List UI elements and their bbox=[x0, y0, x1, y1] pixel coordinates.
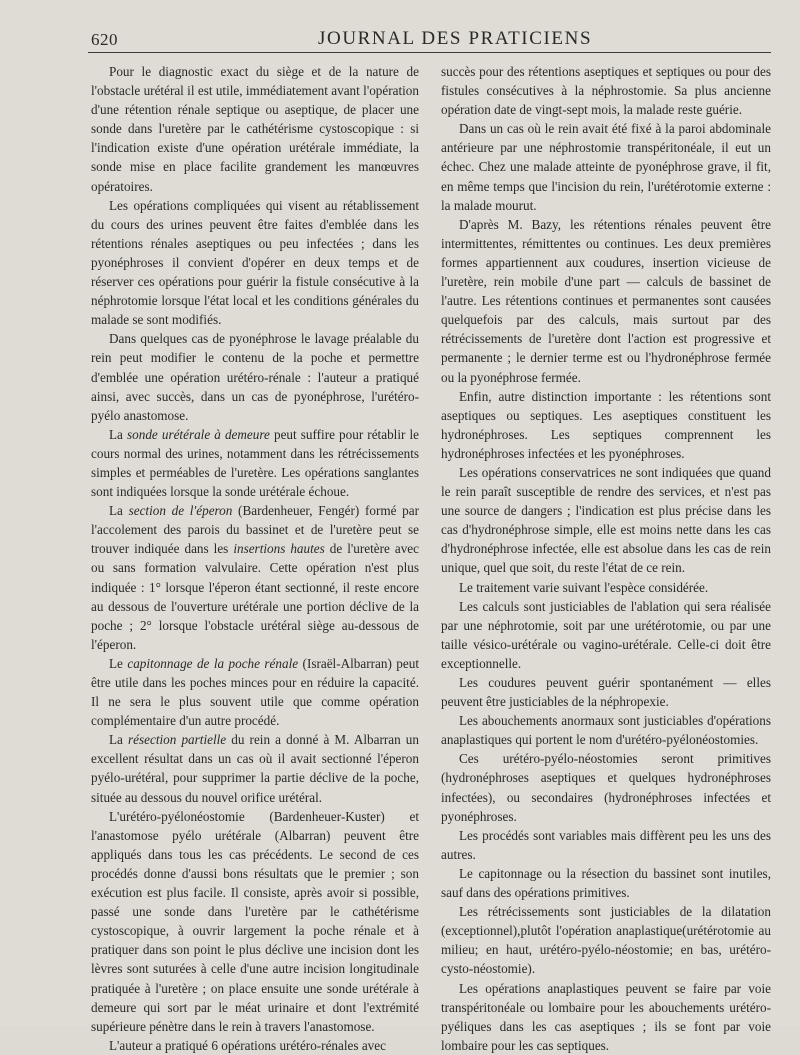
italic-term: résection partielle bbox=[128, 732, 227, 748]
header-rule bbox=[88, 52, 771, 53]
right-column bbox=[441, 62, 771, 1055]
paragraph bbox=[91, 654, 419, 730]
paragraph bbox=[91, 425, 419, 501]
paragraph: Les rétrécissements sont justiciables de la dilatation (exceptionnel),plutôt l'opération anaplastique(urétérotomie au milieu; en haut, urétéro-pyélo-néostomie; en bas, urétéro-cysto-néostomie). bbox=[441, 904, 771, 977]
page-header bbox=[0, 20, 800, 50]
paragraph: Les coudures peuvent guérir spontanément — elles peuvent être justiciables de la néphropexie. bbox=[441, 675, 771, 710]
paragraph: Les opérations conservatrices ne sont indiquées que quand le rein paraît susceptible de rendre des services, et n'est pas une source de dangers ; l'indication est plus précise dans les cas d'hydronéphrose simple, elle est moins nette dans les cas d'hydronéphrose infectée, elle est absolue dans les cas de rein unique, quel que soit, du reste l'état de ce rein. bbox=[441, 464, 771, 576]
paragraph: Les opérations anaplastiques peuvent se faire par voie transpéritonéale ou lombaire pour les abouchements urétéro-pyéliques dans les cas aseptiques ; ils se font par voie lombaire pour les cas septiques. bbox=[441, 980, 771, 1053]
text-run: La bbox=[109, 732, 129, 748]
paragraph: Le traitement varie suivant l'espèce considérée. bbox=[459, 579, 709, 595]
page-number: 620 bbox=[91, 30, 118, 49]
paragraph: Enfin, autre distinction importante : les rétentions sont aseptiques ou septiques. Les aseptiques constituent les hydronéphroses. Les septiques comprennent les hydronéphroses infectées et les pyonéphroses. bbox=[441, 388, 771, 461]
paragraph: D'après M. Bazy, les rétentions rénales peuvent être intermittentes, rémittentes ou continues. Les deux premières formes appartiennent aux coudures, insertion vicieuse de l'uretère, rein mobile d'une part — calculs de bassinet de l'autre. Les rétentions continues et permanentes sont causées quelquefois par des calculs, mais surtout par des rétrécissements de l'uretère dont l'action est progressive et permanente ; le dernier terme est ou l'hydronéphrose fermée ou la pyonéphrose fermée. bbox=[441, 216, 771, 385]
text-run: du rein a donné à M. Albarran un excellent résultat dans un cas où il avait sectionné l'éperon pyélo-urétéral, pour supprimer la partie déclive de la poche, située au dessous du nouvel orifice urétéral. bbox=[91, 732, 419, 805]
paragraph: Ces urétéro-pyélo-néostomies seront primitives (hydronéphroses aseptiques et quelques hydronéphroses infectées), ou secondaires (hydronéphroses infectées et pyonéphroses. bbox=[441, 751, 771, 824]
text-run: La bbox=[109, 503, 129, 519]
paragraph bbox=[91, 730, 419, 806]
text-run: La bbox=[109, 426, 127, 442]
paragraph: Le capitonnage ou la résection du bassinet sont inutiles, sauf dans des opérations primitives. bbox=[441, 865, 771, 901]
paragraph: L'urétéro-pyélonéostomie (Bardenheuer-Kuster) et l'anastomose pyélo urétérale (Albarran) peuvent être appliqués dans tous les cas précédents. Le second de ces procédés donne d'aussi bons résultats que le premier ; son exécution est plus facile. Il consiste, après avoir si possible, passé une sonde dans l'uretère par le cathétérisme cystoscopique, à ouvrir largement la poche rénale et à pratiquer dans son point le plus déclive une incision dont les lèvres sont suturées à celle d'une autre incision longitudinale pratiquée à l'uretère ; on place ensuite une sonde urétérale à demeure qui sort par le méat urinaire et dont l'extrémité supérieure pénètre dans le rein à travers l'anastomose. bbox=[91, 808, 419, 1034]
italic-term: section de l'éperon bbox=[128, 503, 233, 519]
paragraph: Les procédés sont variables mais diffèrent peu les uns des autres. bbox=[441, 827, 771, 862]
paragraph: L'auteur a pratiqué 6 opérations urétéro-rénales avec bbox=[109, 1037, 386, 1053]
italic-term: sonde urétérale à demeure bbox=[127, 426, 270, 442]
paragraph: succès pour des rétentions aseptiques et septiques ou pour des fistules consécutives à la néphrostomie. Sa plus ancienne opération date de vingt-sept mois, la malade reste guérie. bbox=[441, 64, 771, 118]
running-title: JOURNAL DES PRATICIENS bbox=[318, 28, 593, 49]
paragraph: Dans quelques cas de pyonéphrose le lavage préalable du rein peut modifier le contenu de la poche et permettre d'emblée une opération urétéro-rénale : l'auteur a pratiqué ainsi, avec succès, dans un cas de pyonéphrose, l'urétéro-pyélo anastomose. bbox=[91, 331, 419, 423]
text-run: (Bardenheuer, Fengér) formé par l'accolement des parois du bassinet et de l'uretère peut se trouver indiquée dans les bbox=[91, 503, 419, 557]
paragraph bbox=[91, 501, 419, 654]
paragraph: Les abouchements anormaux sont justiciables d'opérations anaplastiques qui portent le nom d'urétéro-pyélonéostomies. bbox=[441, 713, 771, 748]
paragraph: Pour le diagnostic exact du siège et de la nature de l'obstacle urétéral il est utile, immédiatement avant l'opération d'une rétention rénale septique ou aseptique, de placer une sonde dans l'uretère par le cathétérisme cystoscopique : si l'indication existe d'une opération urétérale immédiate, la sonde mise en place facilite grandement les manœuvres opératoires. bbox=[91, 64, 419, 194]
paragraph: Les calculs sont justiciables de l'ablation qui sera réalisée par une néphrotomie, soit par une urétérotomie, ou par une taille vésico-urétérale ou vagino-urétérale. Celle-ci doit être exceptionnelle. bbox=[441, 598, 771, 671]
text-run: Le bbox=[109, 655, 128, 671]
italic-term: insertions hautes bbox=[233, 541, 325, 557]
left-column bbox=[91, 62, 419, 1055]
text-run: (Israël-Albarran) peut être utile dans les poches minces pour en réduire la capacité. Il ne sera le plus souvent utile que comme opération complémentaire d'un autre procédé. bbox=[91, 655, 420, 729]
italic-term: capitonnage de la poche rénale bbox=[127, 655, 299, 671]
paragraph: Les opérations compliquées qui visent au rétablissement du cours des urines peuvent être faites d'emblée dans les rétentions rénales aseptiques ou peu infectées ; dans les pyonéphroses il convient d'opérer en deux temps et de réserver ces opérations pour guérir la fistule consécutive à la néphrotomie lorsque l'état local et les conditions générales du malade se sont modifiés. bbox=[91, 197, 419, 328]
text-run: de l'uretère avec ou sans formation valvulaire. Cette opération n'est plus indiquée : 1° lorsque l'éperon étant sectionné, il reste encore au dessous de l'ouverture urétérale une portion déclive de la poche ; 2° lorsque l'obstacle urétéral siège au-dessous de l'éperon. bbox=[91, 541, 419, 652]
text-run: peut suffire pour rétablir le cours normal des urines, notamment dans les rétrécissements simples et perméables de l'uretère. Les opérations sanglantes sont indiquées lorsque la sonde urétérale échoue. bbox=[91, 426, 419, 500]
paragraph: Dans un cas où le rein avait été fixé à la paroi abdominale antérieure par une néphrostomie transpéritonéale, il eut un échec. Chez une malade atteinte de pyonéphrose grave, il fit, en même temps que l'incision du rein, l'urétérotomie externe : la malade mourut. bbox=[441, 121, 771, 213]
